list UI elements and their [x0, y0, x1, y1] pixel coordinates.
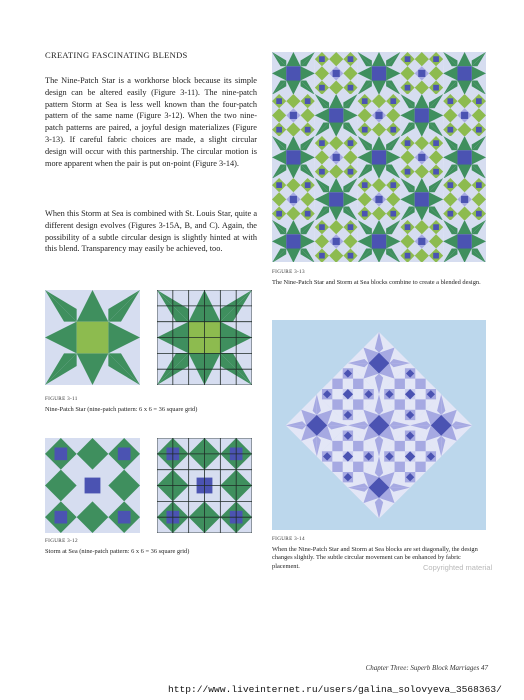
page-number: 47: [481, 664, 488, 672]
figure-3-11-label: FIGURE 3-11: [45, 396, 78, 402]
copyright-watermark: Copyrighted material: [423, 563, 493, 572]
figure-3-11-grid: [157, 290, 252, 385]
page-footer: [366, 664, 488, 672]
paragraph-1: The Nine-Patch Star is a workhorse block because its simple design can be altered easily (Figure 3-11). The nine-patch pattern Storm at Sea is less well known than the four-patch pattern of the same name (Figure 3-12). When the two nine-patch patterns are paired, a joyful design materializes (Figure 3-13). If careful fabric choices are made, a slight circular design will occur with this partnership. The circular motion is more apparent when the pair is put on-point (Figure 3-14).: [45, 76, 257, 168]
figure-3-12-plain: [45, 438, 140, 533]
figure-3-12-caption: Storm at Sea (nine-patch pattern: 6 x 6 = 36 square grid): [45, 548, 190, 555]
paragraph-2: When this Storm at Sea is combined with St. Louis Star, quite a different design evolves (Figures 3-15A, B, and C). Again, the possibility of a subtle circular design is slightly hinted at with this blend. Transparency may easily be achieved, too.: [45, 209, 257, 254]
figure-3-14-label: FIGURE 3-14: [272, 536, 305, 542]
figure-3-11-plain: [45, 290, 140, 385]
figure-3-14-quilt: [272, 320, 486, 530]
figure-3-12-label: FIGURE 3-12: [45, 538, 78, 544]
figure-3-12-grid: [157, 438, 252, 533]
figure-3-14-caption: When the Nine-Patch Star and Storm at Sea blocks are set diagonally, the design changes slightly. The subtle circular movement can be enhanced by fabric placement.: [272, 546, 478, 570]
figure-3-13-quilt: [272, 52, 486, 262]
chapter-title: Chapter Three: Superb Block Marriages: [365, 664, 480, 672]
figure-3-11-caption: Nine-Patch Star (nine-patch pattern: 6 x 6 = 36 square grid): [45, 406, 198, 413]
figure-3-13-label: FIGURE 3-13: [272, 269, 305, 275]
source-url: http://www.liveinternet.ru/users/galina_solovyeva_3568363/: [168, 684, 502, 695]
section-title: CREATING FASCINATING BLENDS: [45, 50, 188, 60]
figure-3-13-caption: The Nine-Patch Star and Storm at Sea blocks combine to create a blended design.: [272, 279, 481, 286]
